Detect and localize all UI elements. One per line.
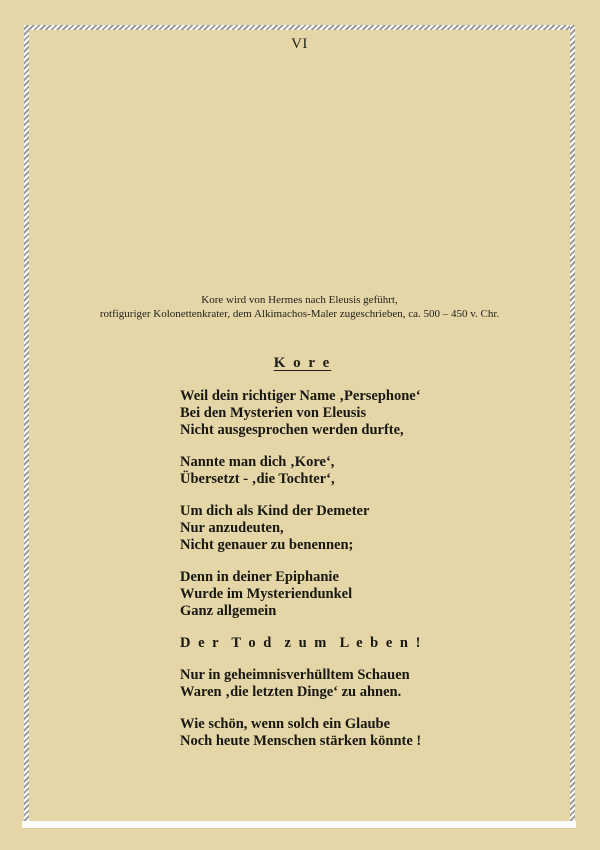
poem-stanza xyxy=(180,667,500,701)
poem-line: Übersetzt - ‚die Tochter‘, xyxy=(180,471,335,487)
poem-line: Nur anzudeuten, xyxy=(180,520,284,536)
poem-line: Nur in geheimnisverhülltem Schauen xyxy=(180,667,410,683)
poem-line: Um dich als Kind der Demeter xyxy=(180,503,370,519)
poem-line: Nicht genauer zu benennen; xyxy=(180,537,354,553)
poem-line-emphasized: D e r T o d z u m L e b e n ! xyxy=(180,635,423,651)
poem-stanza xyxy=(180,569,500,620)
poem-line: Denn in deiner Epiphanie xyxy=(180,569,339,585)
caption-line-2: rotfiguriger Kolonettenkrater, dem Alkimachos-Maler zugeschrieben, ca. 500 – 450 v. Chr. xyxy=(99,308,500,320)
poem-line: Noch heute Menschen stärken könnte ! xyxy=(180,733,422,749)
poem-line: Wurde im Mysteriendunkel xyxy=(180,586,353,602)
frame-border-top xyxy=(24,25,575,30)
poem-line: Wie schön, wenn solch ein Glaube xyxy=(180,716,391,732)
image-caption xyxy=(24,293,575,321)
poem-line: Nicht ausgesprochen werden durfte, xyxy=(180,422,404,438)
poem-line: Bei den Mysterien von Eleusis xyxy=(180,405,367,421)
poem-stanza xyxy=(180,635,500,652)
frame-border-bottom xyxy=(22,821,576,828)
poem-stanza xyxy=(180,716,500,750)
poem-body xyxy=(180,388,500,765)
poem-line: Waren ‚die letzten Dinge‘ zu ahnen. xyxy=(180,684,402,700)
poem-title-text: K o r e xyxy=(273,355,332,371)
poem-line: Nannte man dich ‚Kore‘, xyxy=(180,454,335,470)
illustration-area xyxy=(30,58,570,288)
poem-title xyxy=(180,355,425,372)
frame-border-left xyxy=(24,25,29,821)
caption-line-1: Kore wird von Hermes nach Eleusis geführt, xyxy=(201,294,398,306)
page-number: VI xyxy=(291,36,308,52)
frame-border-right xyxy=(570,25,575,821)
poem-stanza xyxy=(180,503,500,554)
poem-line: Weil dein richtiger Name ‚Persephone‘ xyxy=(180,388,421,404)
poem-stanza xyxy=(180,454,500,488)
poem-line: Ganz allgemein xyxy=(180,603,277,619)
poem-stanza xyxy=(180,388,500,439)
